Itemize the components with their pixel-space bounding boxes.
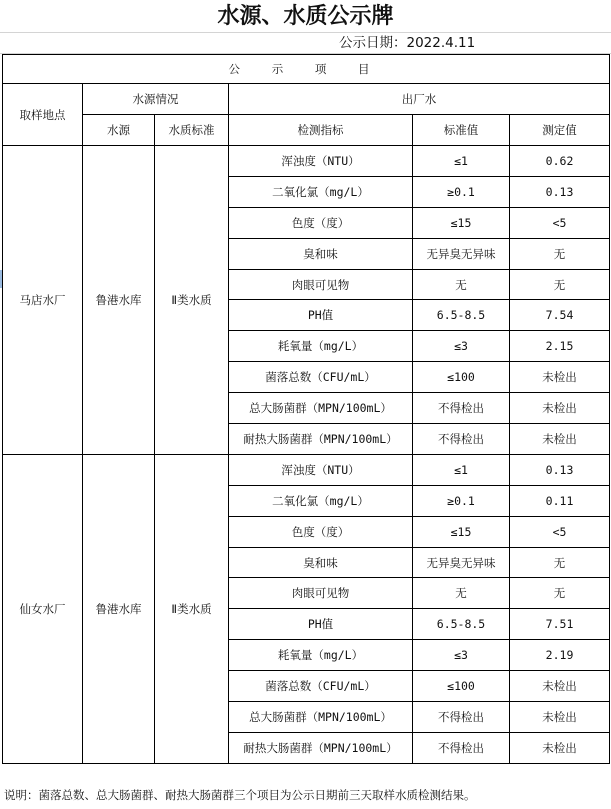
plant-site: 仙女水厂 bbox=[3, 454, 83, 763]
indicator-cell: 菌落总数（CFU/mL） bbox=[229, 362, 413, 393]
limit-cell: ≤100 bbox=[413, 362, 510, 393]
project-header: 公 示 项 目 bbox=[3, 55, 610, 84]
plant-standard: Ⅱ类水质 bbox=[155, 146, 229, 455]
measured-cell: 未检出 bbox=[510, 702, 610, 733]
header-row-1 bbox=[3, 84, 610, 115]
col-header-source: 水源 bbox=[83, 115, 155, 146]
measured-cell: 无 bbox=[510, 547, 610, 578]
measured-cell: 未检出 bbox=[510, 393, 610, 424]
limit-cell: ≥0.1 bbox=[413, 485, 510, 516]
measured-cell: 0.11 bbox=[510, 485, 610, 516]
measured-cell: 0.13 bbox=[510, 454, 610, 485]
group-header-outlet: 出厂水 bbox=[229, 84, 610, 115]
col-header-measured: 测定值 bbox=[510, 115, 610, 146]
measured-cell: 2.15 bbox=[510, 331, 610, 362]
indicator-cell: PH值 bbox=[229, 609, 413, 640]
measured-cell: 7.54 bbox=[510, 300, 610, 331]
indicator-cell: 浑浊度（NTU） bbox=[229, 146, 413, 177]
limit-cell: ≤3 bbox=[413, 331, 510, 362]
measured-cell: 无 bbox=[510, 578, 610, 609]
limit-cell: ≤15 bbox=[413, 516, 510, 547]
limit-cell: 不得检出 bbox=[413, 702, 510, 733]
measured-cell: 7.51 bbox=[510, 609, 610, 640]
limit-cell: 无 bbox=[413, 269, 510, 300]
indicator-cell: 肉眼可见物 bbox=[229, 578, 413, 609]
measured-cell: 0.62 bbox=[510, 146, 610, 177]
footnote: 说明：菌落总数、总大肠菌群、耐热大肠菌群三个项目为公示日期前三天取样水质检测结果。 bbox=[4, 788, 476, 802]
limit-cell: 不得检出 bbox=[413, 424, 510, 455]
measured-cell: <5 bbox=[510, 207, 610, 238]
indicator-cell: 臭和味 bbox=[229, 547, 413, 578]
limit-cell: ≤1 bbox=[413, 146, 510, 177]
col-header-limit: 标准值 bbox=[413, 115, 510, 146]
limit-cell: ≤15 bbox=[413, 207, 510, 238]
limit-cell: 6.5-8.5 bbox=[413, 300, 510, 331]
limit-cell: ≤3 bbox=[413, 640, 510, 671]
limit-cell: ≤100 bbox=[413, 671, 510, 702]
indicator-cell: 菌落总数（CFU/mL） bbox=[229, 671, 413, 702]
indicator-cell: 总大肠菌群（MPN/100mL） bbox=[229, 702, 413, 733]
indicator-cell: 耗氧量（mg/L） bbox=[229, 331, 413, 362]
table-row bbox=[3, 454, 610, 485]
limit-cell: 无异臭无异味 bbox=[413, 547, 510, 578]
indicator-cell: 总大肠菌群（MPN/100mL） bbox=[229, 393, 413, 424]
plant-source: 鲁港水库 bbox=[83, 146, 155, 455]
limit-cell: 不得检出 bbox=[413, 393, 510, 424]
measured-cell: 未检出 bbox=[510, 424, 610, 455]
header-row-2 bbox=[3, 115, 610, 146]
measured-cell: 未检出 bbox=[510, 671, 610, 702]
gridline bbox=[0, 32, 611, 33]
plant-source: 鲁港水库 bbox=[83, 454, 155, 763]
indicator-cell: 二氧化氯（mg/L） bbox=[229, 485, 413, 516]
publish-date: 公示日期：2022.4.11 bbox=[339, 35, 476, 51]
limit-cell: ≥0.1 bbox=[413, 176, 510, 207]
water-quality-table bbox=[2, 54, 610, 764]
limit-cell: 6.5-8.5 bbox=[413, 609, 510, 640]
measured-cell: 0.13 bbox=[510, 176, 610, 207]
indicator-cell: 色度（度） bbox=[229, 516, 413, 547]
col-header-indicator: 检测指标 bbox=[229, 115, 413, 146]
indicator-cell: PH值 bbox=[229, 300, 413, 331]
plant-site: 马店水厂 bbox=[3, 146, 83, 455]
limit-cell: 不得检出 bbox=[413, 732, 510, 763]
project-header-row bbox=[3, 55, 610, 84]
table-row bbox=[3, 146, 610, 177]
measured-cell: 2.19 bbox=[510, 640, 610, 671]
measured-cell: 无 bbox=[510, 269, 610, 300]
indicator-cell: 浑浊度（NTU） bbox=[229, 454, 413, 485]
measured-cell: 无 bbox=[510, 238, 610, 269]
limit-cell: 无异臭无异味 bbox=[413, 238, 510, 269]
measured-cell: 未检出 bbox=[510, 732, 610, 763]
limit-cell: ≤1 bbox=[413, 454, 510, 485]
page-title: 水源、水质公示牌 bbox=[217, 4, 394, 29]
measured-cell: <5 bbox=[510, 516, 610, 547]
group-header-source: 水源情况 bbox=[83, 84, 229, 115]
indicator-cell: 臭和味 bbox=[229, 238, 413, 269]
indicator-cell: 耗氧量（mg/L） bbox=[229, 640, 413, 671]
indicator-cell: 色度（度） bbox=[229, 207, 413, 238]
measured-cell: 未检出 bbox=[510, 362, 610, 393]
col-header-site: 取样地点 bbox=[3, 84, 83, 146]
col-header-standard: 水质标准 bbox=[155, 115, 229, 146]
indicator-cell: 肉眼可见物 bbox=[229, 269, 413, 300]
plant-standard: Ⅱ类水质 bbox=[155, 454, 229, 763]
indicator-cell: 耐热大肠菌群（MPN/100mL） bbox=[229, 732, 413, 763]
indicator-cell: 二氧化氯（mg/L） bbox=[229, 176, 413, 207]
limit-cell: 无 bbox=[413, 578, 510, 609]
indicator-cell: 耐热大肠菌群（MPN/100mL） bbox=[229, 424, 413, 455]
